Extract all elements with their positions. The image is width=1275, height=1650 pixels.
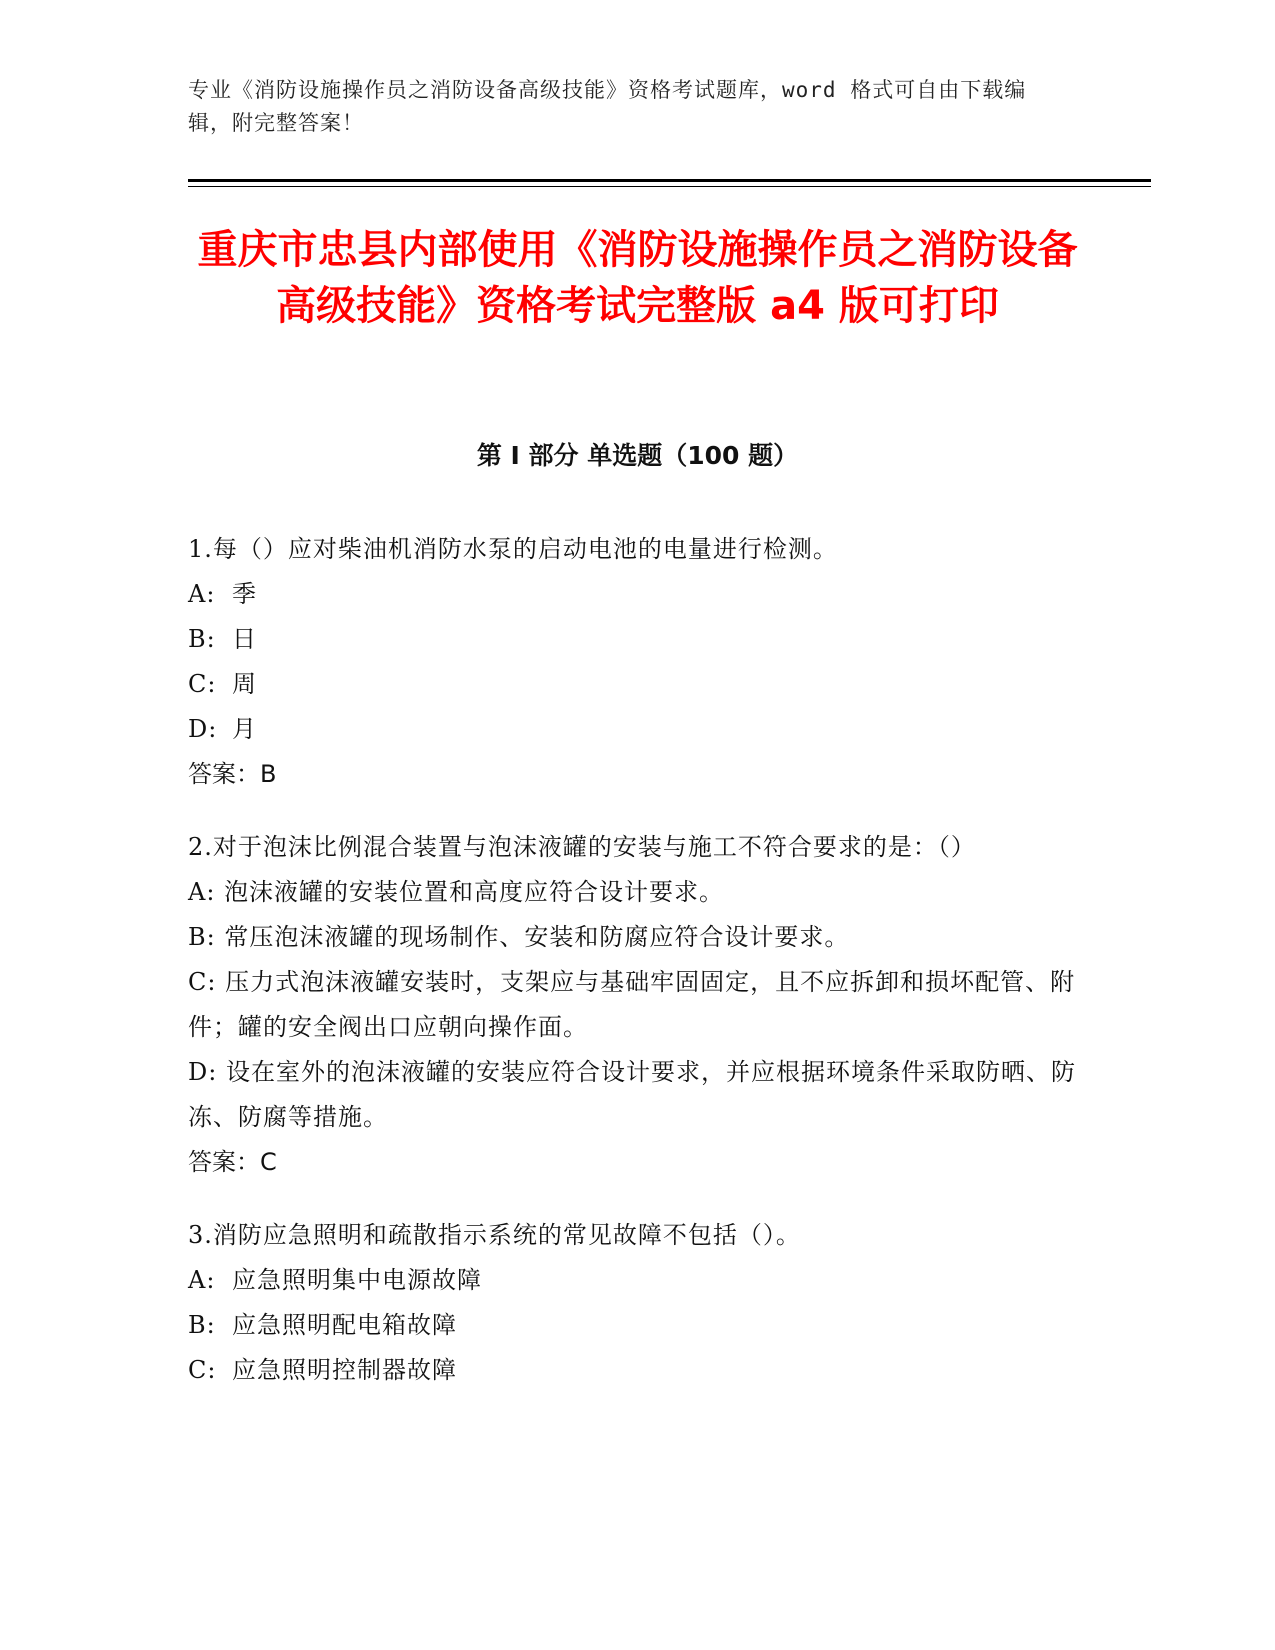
option-a: [188, 870, 1078, 915]
option-text: 压力式泡沫液罐安装时，支架应与基础牢固固定，且不应拆卸和损坏配管、附件；罐的安全阀出口应朝向操作面。: [188, 968, 1076, 1041]
option-d: [188, 1050, 1078, 1140]
answer: 答案：B: [188, 760, 277, 788]
option-c: [188, 1348, 1078, 1393]
option-text: 应急照明控制器故障: [232, 1356, 457, 1384]
option-d: [188, 707, 1078, 752]
section-title: 第 I 部分 单选题（100 题）: [476, 441, 799, 470]
option-key: A:: [188, 1266, 216, 1294]
option-a: [188, 572, 1078, 617]
option-b: [188, 915, 1078, 960]
header-note: 专业《消防设施操作员之消防设备高级技能》资格考试题库，word 格式可自由下载编辑，附完整答案！: [188, 78, 1027, 135]
header-rule-thick: [188, 179, 1151, 182]
option-key: D:: [188, 1058, 218, 1086]
option-text: 应急照明配电箱故障: [232, 1311, 457, 1339]
option-a: [188, 1258, 1078, 1303]
option-text: 设在室外的泡沫液罐的安装应符合设计要求，并应根据环境条件采取防晒、防冻、防腐等措施。: [188, 1058, 1076, 1131]
option-text: 日: [232, 625, 257, 653]
question-3: [188, 1213, 1078, 1393]
option-key: C:: [188, 670, 217, 698]
option-c: [188, 960, 1078, 1050]
option-key: A:: [188, 580, 216, 608]
option-text: 泡沫液罐的安装位置和高度应符合设计要求。: [224, 878, 725, 906]
question-stem: 2.对于泡沫比例混合装置与泡沫液罐的安装与施工不符合要求的是：（）: [188, 833, 976, 861]
question-list: [188, 527, 1078, 1421]
option-b: [188, 1303, 1078, 1348]
option-b: [188, 617, 1078, 662]
document-title: 重庆市忠县内部使用《消防设施操作员之消防设备高级技能》资格考试完整版 a4 版可打印: [197, 227, 1078, 329]
option-key: B:: [188, 1311, 216, 1339]
answer: 答案：C: [188, 1148, 277, 1176]
header-rule-thin: [188, 186, 1151, 187]
option-text: 应急照明集中电源故障: [232, 1266, 482, 1294]
option-c: [188, 662, 1078, 707]
option-key: C:: [188, 968, 217, 996]
question-2: [188, 825, 1078, 1185]
option-text: 常压泡沫液罐的现场制作、安装和防腐应符合设计要求。: [224, 923, 850, 951]
option-text: 月: [232, 715, 257, 743]
option-key: B:: [188, 923, 216, 951]
option-key: B:: [188, 625, 216, 653]
option-key: A:: [188, 878, 216, 906]
question-1: [188, 527, 1078, 797]
question-stem: 3.消防应急照明和疏散指示系统的常见故障不包括（）。: [188, 1221, 801, 1249]
option-key: D:: [188, 715, 218, 743]
option-text: 季: [232, 580, 257, 608]
option-key: C:: [188, 1356, 217, 1384]
option-text: 周: [232, 670, 257, 698]
question-stem: 1.每（）应对柴油机消防水泵的启动电池的电量进行检测。: [188, 535, 838, 563]
